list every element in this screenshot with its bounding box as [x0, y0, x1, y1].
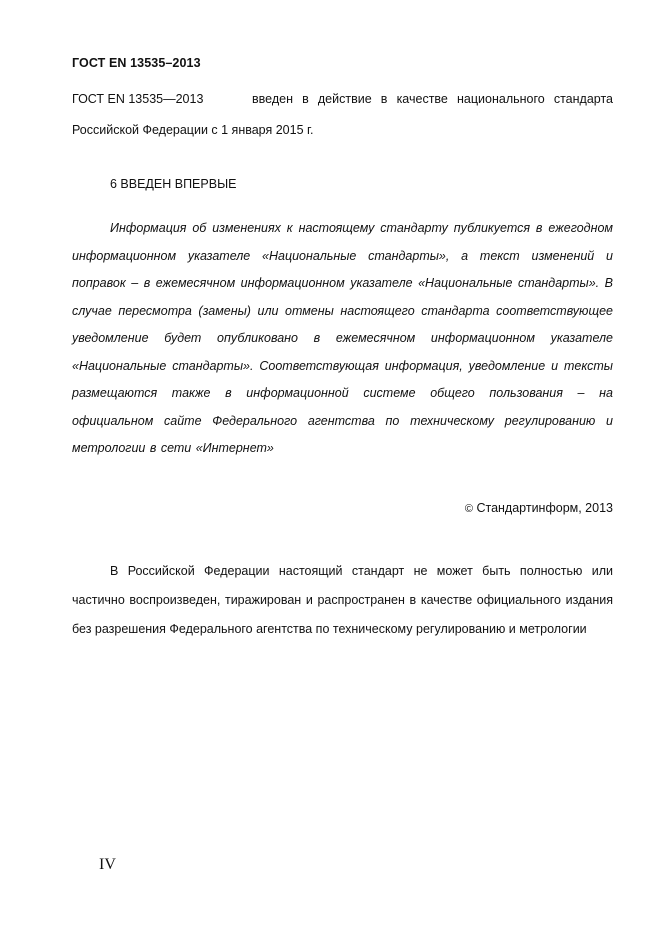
copyright-line — [465, 496, 613, 521]
intro-text: введен в действие в качестве национального стандарта Российской Федерации с 1 января 2015 г. — [72, 92, 613, 137]
rights-paragraph: В Российской Федерации настоящий стандарт не может быть полностью или частично воспроизведен, тиражирован и распространен в качестве официального издания без разрешения Федерального агентства по техническому регулированию и метрологии — [72, 564, 613, 636]
document-header: ГОСТ EN 13535–2013 — [72, 56, 201, 70]
copyright-text: Стандартинформ, 2013 — [476, 501, 613, 515]
item-6-heading: 6 ВВЕДЕН ВПЕРВЫЕ — [110, 177, 237, 191]
information-paragraph: Информация об изменениях к настоящему стандарту публикуется в ежегодном информационном указателе «Национальные стандарты», а текст изменений и поправок – в ежемесячном информационном указателе «Национальные стандарты». В случае пересмотра (замены) или отмены настоящего стандарта соответствующее уведомление будет опубликовано в ежемесячном информационном указателе «Национальные стандарты». Соответствующая информация, уведомление и тексты размещаются также в информационной системе общего пользования – на официальном сайте Федерального агентства по техническому регулированию и метрологии в сети «Интернет» — [72, 221, 613, 455]
copyright-symbol: © — [464, 503, 473, 515]
intro-paragraph — [72, 84, 613, 146]
page-number: IV — [99, 856, 116, 873]
standard-designation: ГОСТ EN 13535—2013 — [72, 92, 204, 106]
